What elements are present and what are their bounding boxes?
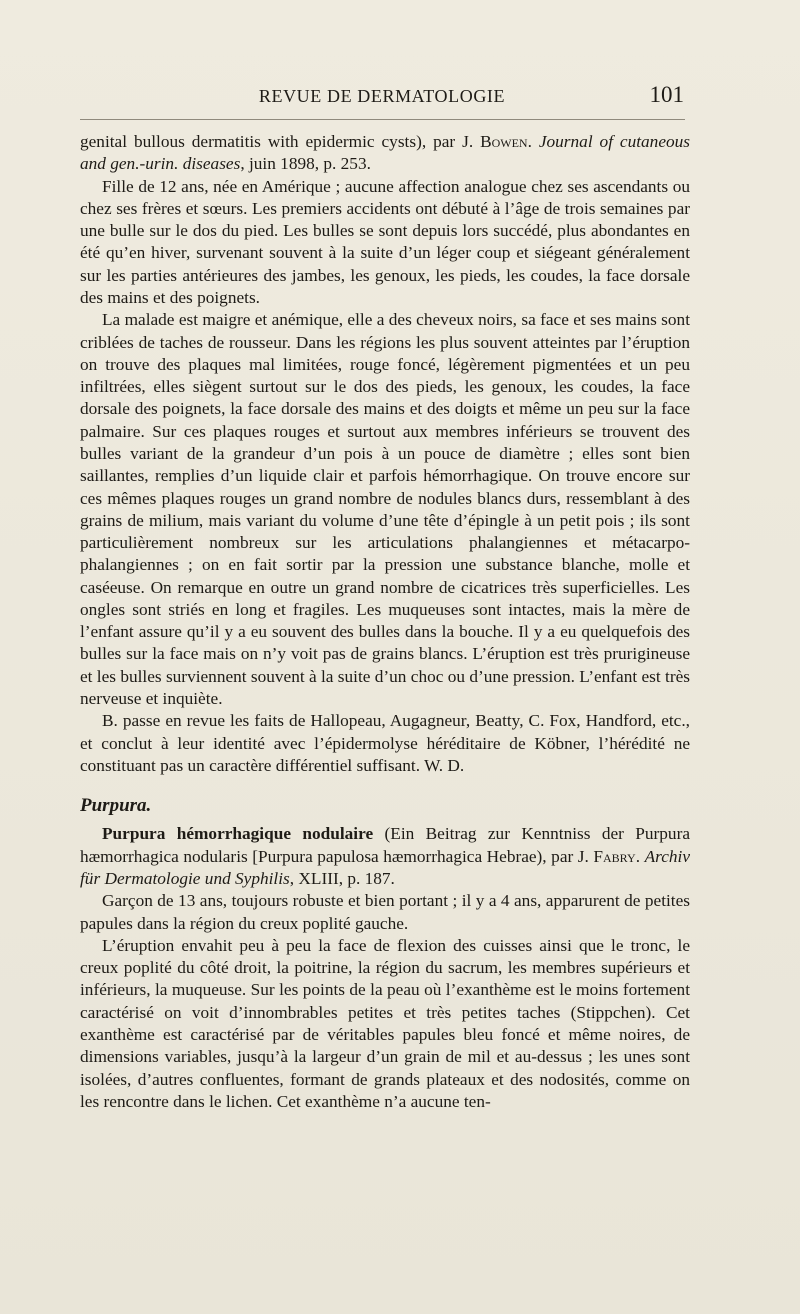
article1-paragraph-2: Fille de 12 ans, née en Amérique ; aucune affection analogue chez ses ascendants ou chez ses frères et sœurs. Les premiers accidents ont débuté à l’âge de trois semaines par une bulle sur le dos du pied. Les bulles se sont depuis lors succédé, plus abondantes en été qu’en hiver, survenant souvent à la suite d’un léger coup et siégeant généralement sur les parties antérieures des jambes, les genoux, les pieds, les coudes, la face dorsale des mains et des poignets.: [80, 176, 690, 307]
article1-author: Bowen: [480, 132, 528, 151]
page-header: [80, 82, 684, 112]
section-heading: Purpura.: [80, 795, 152, 817]
article1-title-continuation: genital bullous dermatitis with epidermic cysts), par J.: [80, 132, 481, 151]
article1-journal: Journal of cutaneous and gen.-urin. diseases: [80, 132, 691, 174]
page-number: 101: [649, 82, 684, 107]
article1-author-separator: .: [527, 132, 539, 151]
article2-title-rest: (Ein Beitrag zur Kenntniss der Purpura hæmorrhagica nodularis [Purpura papulosa hæmorrhagica Hebrae), par J.: [80, 824, 690, 866]
article1-reference: [80, 131, 690, 176]
article2-author: Fabry: [593, 846, 636, 866]
article1-paragraph-4: B. passe en revue les faits de Hallopeau, Augagneur, Beatty, C. Fox, Handford, etc., et conclut à leur identité avec l’épidermolyse héréditaire de Köbner, l’hérédité ne constituant pas un caractère différentiel suffisant. W. D.: [80, 711, 690, 775]
article2-paragraph-2: Garçon de 13 ans, toujours robuste et bien portant ; il y a 4 ans, apparurent de petites papules dans la région du creux poplité gauche.: [80, 891, 690, 933]
article1-paragraph-3: La malade est maigre et anémique, elle a des cheveux noirs, sa face et ses mains sont criblées de taches de rousseur. Dans les régions les plus souvent atteintes par l’éruption on trouve des plaques mal limitées, rouge foncé, légèrement pigmentées et un peu infiltrées, elles siègent surtout sur le dos des pieds, les genoux, les coudes, la face dorsale des poignets, la face dorsale des mains et des doigts et même un peu sur la face palmaire. Sur ces plaques rouges et surtout aux membres inférieurs se trouvent des bulles variant de la grandeur d’un pois à un pouce de diamètre ; elles sont bien saillantes, remplies d’un liquide clair et parfois hémorrhagique. On trouve encore sur ces mêmes plaques rouges un grand nombre de nodules blancs durs, ressemblant à des grains de milium, mais variant du volume d’une tête d’épingle à un petit pois ; ils sont particulièrement nombreux sur les articulations phalangiennes et métacarpo-phalangiennes ; on en fait sortir par la pression une substance blanche, molle et caséeuse. On remarque en outre un grand nombre de cicatrices très superficielles. Les ongles sont striés en long et fragiles. Les muqueuses sont intactes, mais la mère de l’enfant assure qu’il y a eu souvent des bulles dans la bouche. Il y a eu quelquefois des bulles sur la face mais on n’y voit pas de grains blancs. L’éruption est très prurigineuse et les bulles surviennent souvent à la suite d’un choc ou d’une pression. L’enfant est très nerveuse et inquiète.: [80, 310, 690, 709]
article2-journal: Archiv für Dermatologie und Syphilis: [80, 846, 690, 888]
article2-paragraph-3: L’éruption envahit peu à peu la face de flexion des cuisses ainsi que le tronc, le creux poplité du côté droit, la poitrine, la région du sacrum, les membres supérieurs et inférieurs, la muqueuse. Sur les points de la peau où l’exanthème est le moins fortement caractérisé on voit d’innombrables petites et très petites taches (Stippchen). Cet exanthème est caractérisé par de véritables papules bleu foncé et même noires, de dimensions variables, jusqu’à la largeur d’un grain de mil et au-dessus ; les unes sont isolées, d’autres confluentes, formant de grands plateaux et des nodosités, comme on les rencontre dans le lichen. Cet exanthème n’a aucune ten-: [80, 935, 690, 1111]
header-rule: [80, 119, 685, 120]
page-body: [80, 131, 690, 1113]
article2-citation-tail: , XLIII, p. 187.: [289, 869, 395, 888]
running-title: REVUE DE DERMATOLOGIE: [258, 86, 506, 106]
article2-author-separator: .: [635, 846, 645, 866]
article2-reference: [80, 823, 690, 890]
article1-citation-tail: , juin 1898, p. 253.: [240, 154, 371, 174]
article2-title: Purpura hémorrhagique nodulaire: [102, 824, 374, 844]
